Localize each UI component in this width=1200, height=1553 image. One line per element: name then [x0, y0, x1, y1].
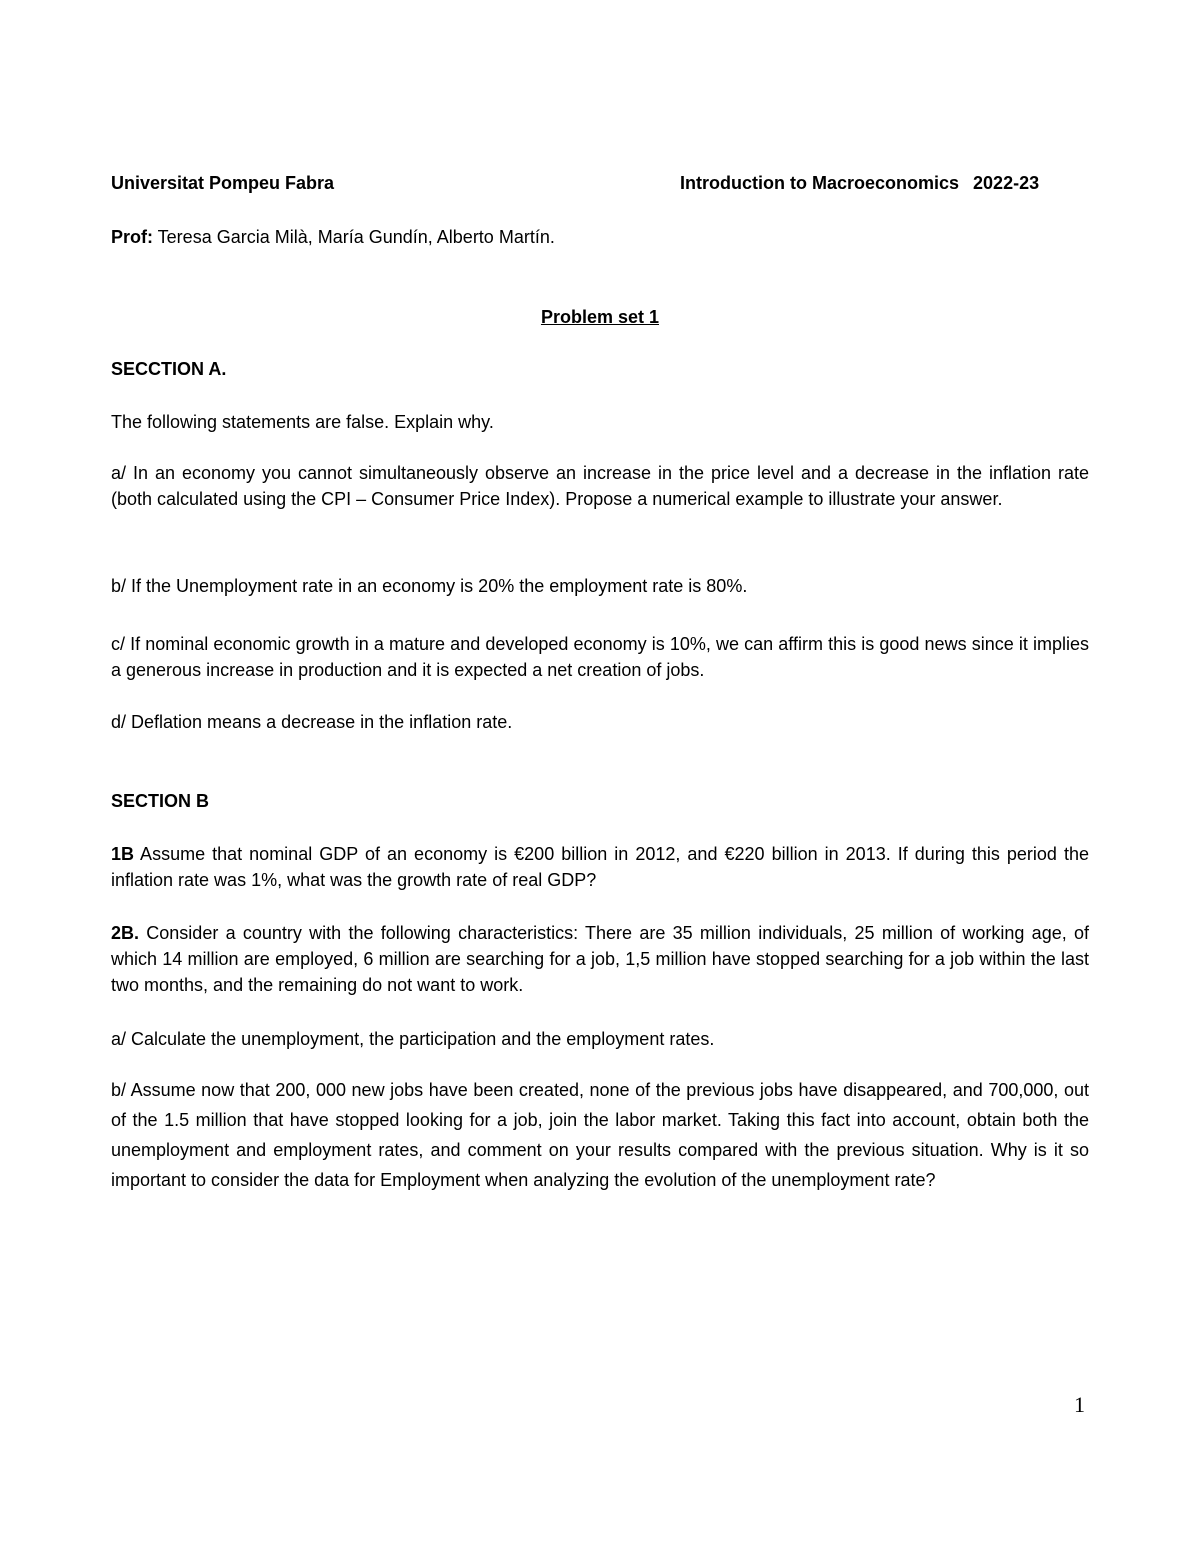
page-title: Problem set 1 — [540, 307, 660, 327]
section-b-question-2 — [111, 920, 1089, 998]
question-1-label: 1B — [111, 844, 135, 864]
question-2-text: Consider a country with the following characteristics: There are 35 million individuals, 25 million of working age, of which 14 million are employed, 6 million are searching for a job, 1,5 million have stopped searching for a job within the last two months, and the remaining do not want to work. — [111, 923, 1089, 995]
professors-line — [111, 226, 555, 248]
page-number: 1 — [1074, 1392, 1085, 1417]
section-a-item-a: a/ In an economy you cannot simultaneously observe an increase in the price level and a decrease in the inflation rate (both calculated using the CPI – Consumer Price Index). Propose a numerical example to illustrate your answer. — [111, 463, 1089, 509]
section-b-question-1 — [111, 841, 1089, 893]
course-heading — [680, 172, 1039, 194]
section-a-item-d: d/ Deflation means a decrease in the inflation rate. — [111, 712, 513, 732]
question-2-label: 2B. — [111, 923, 140, 943]
section-a-intro: The following statements are false. Explain why. — [111, 412, 494, 432]
professors-names: Teresa Garcia Milà, María Gundín, Alberto Martín. — [153, 227, 555, 247]
question-2-part-a: a/ Calculate the unemployment, the participation and the employment rates. — [111, 1029, 715, 1049]
academic-year: 2022-23 — [973, 173, 1040, 193]
university-name: Universitat Pompeu Fabra — [111, 173, 335, 193]
prof-label: Prof: — [111, 227, 153, 247]
section-a-item-b: b/ If the Unemployment rate in an economy is 20% the employment rate is 80%. — [111, 576, 748, 596]
question-1-text: Assume that nominal GDP of an economy is €200 billion in 2012, and €220 billion in 2013. If during this period the inflation rate was 1%, what was the growth rate of real GDP? — [111, 844, 1089, 890]
section-a-heading: SECCTION A. — [111, 359, 227, 379]
course-title: Introduction to Macroeconomics — [680, 173, 960, 193]
section-b-heading: SECTION B — [111, 791, 210, 811]
question-2-part-b: b/ Assume now that 200, 000 new jobs have been created, none of the previous jobs have disappeared, and 700,000, out of the 1.5 million that have stopped looking for a job, join the labor market. Taking this fact into account, obtain both the unemployment and employment rates, and comment on your results compared with the previous situation. Why is it so important to consider the data for Employment when analyzing the evolution of the unemployment rate? — [111, 1080, 1089, 1190]
section-a-item-c: c/ If nominal economic growth in a mature and developed economy is 10%, we can affirm this is good news since it implies a generous increase in production and it is expected a net creation of jobs. — [111, 634, 1089, 680]
